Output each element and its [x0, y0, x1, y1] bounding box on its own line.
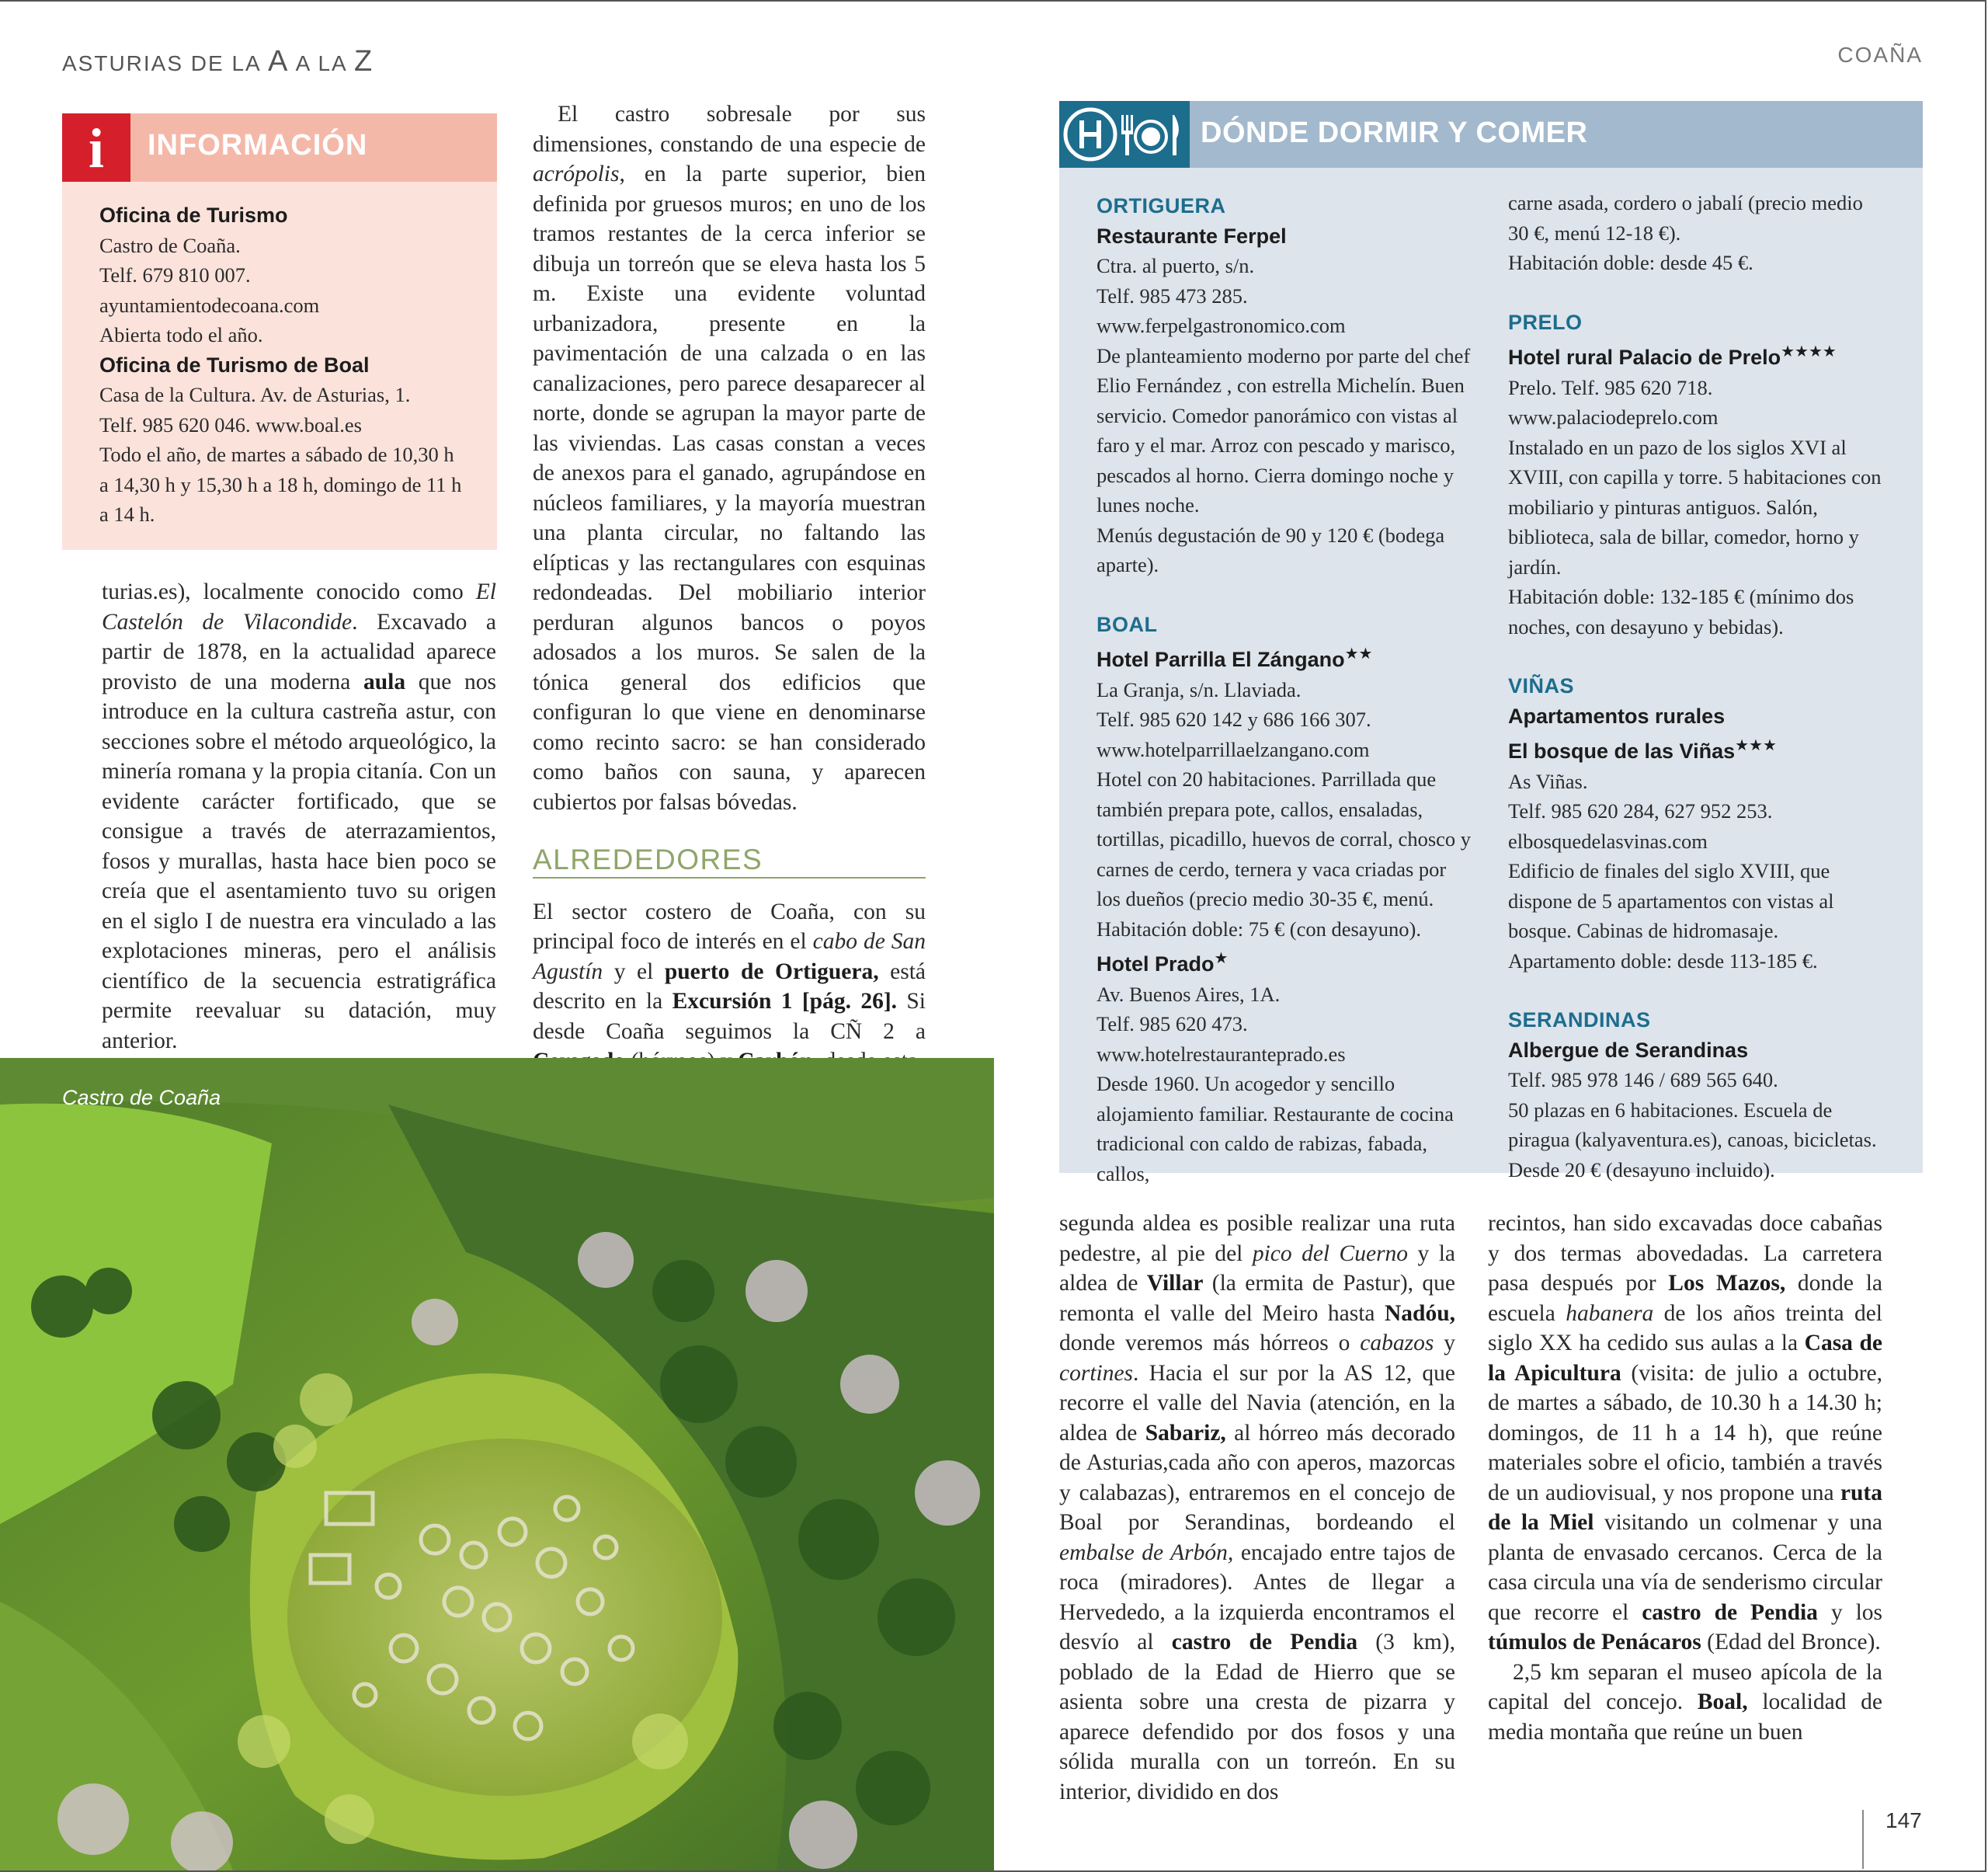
establishment-detail: elbosquedelasvinas.com — [1508, 829, 1708, 853]
body-column-3 — [1059, 1209, 1455, 1807]
establishment-detail: Prelo. Telf. 985 620 718. — [1508, 375, 1713, 399]
info-line: ayuntamientodecoana.com — [99, 293, 320, 317]
place-heading: BOAL — [1097, 612, 1158, 636]
place-heading: ORTIGUERA — [1097, 194, 1226, 217]
establishment-detail: carne asada, cordero o jabalí (precio medio 30 €, menú 12-18 €). — [1508, 191, 1863, 245]
body-column-4 — [1488, 1209, 1882, 1747]
lodging-box-header — [1059, 101, 1923, 168]
lodging-column-left — [1097, 191, 1474, 1188]
page-number: 147 — [1885, 1808, 1922, 1832]
info-line: Castro de Coaña. — [99, 233, 241, 257]
place-heading: PRELO — [1508, 310, 1583, 334]
establishment-detail: www.ferpelgastronomico.com — [1097, 314, 1346, 337]
establishment-detail: Telf. 985 620 473. — [1097, 1012, 1248, 1035]
info-box-title: INFORMACIÓN — [148, 129, 368, 162]
establishment-name: Albergue de Serandinas — [1508, 1038, 1749, 1062]
establishment-detail: www.palaciodeprelo.com — [1508, 405, 1719, 429]
establishment-detail: 50 plazas en 6 habitaciones. Escuela de piragua (kalyaventura.es), canoas, bicicletas. — [1508, 1098, 1877, 1151]
establishment-name: Apartamentos rurales — [1508, 704, 1726, 728]
star-rating-icon: ★★ — [1344, 645, 1373, 663]
establishment-name: Restaurante Ferpel — [1097, 224, 1287, 248]
establishment-detail: www.hotelrestauranteprado.es — [1097, 1042, 1346, 1066]
establishment-detail: Habitación doble: 75 € (con desayuno). — [1097, 917, 1421, 941]
establishment-name: Hotel Prado★ — [1097, 950, 1229, 976]
establishment-detail: Edificio de finales del siglo XVIII, que dispone de 5 apartamentos con vistas al bosque. Cabinas de hidromasaje. — [1508, 859, 1834, 942]
info-line: a 14,30 h y 15,30 h a 18 h, domingo de 11 h — [99, 472, 462, 496]
info-line: a 14 h. — [99, 503, 155, 526]
establishment-name: Hotel Parrilla El Zángano★★ — [1097, 645, 1373, 671]
establishment-detail: Telf. 985 620 142 y 686 166 307. — [1097, 708, 1371, 731]
establishment-detail: Av. Buenos Aires, 1A. — [1097, 982, 1281, 1006]
running-head-right: COAÑA — [1837, 43, 1923, 67]
body-paragraph: El sector costero de Coaña, con su principal foco de interés en el cabo de San Agustín y el puerto de Ortiguera, está descrito en la Excursión 1 [pág. 26]. Si desde Coaña seguimos la CÑ 2 a — [533, 899, 926, 1044]
info-box-header — [62, 113, 497, 182]
info-box-body — [99, 200, 488, 530]
place-heading: VIÑAS — [1508, 674, 1575, 698]
star-rating-icon: ★★★★ — [1781, 343, 1837, 360]
body-paragraph: recintos, han sido excavadas doce cabañas y dos termas abovedadas. La carretera pasa después por Los Mazos, donde la escuela habanera de los años treinta del siglo XX ha cedido sus aulas a la Casa de la Apicultura (visita: de julio a octubre, de martes a sábado, de 10.30 h a 14.30 h; domingos, de 11 h a 14 h), que reúne materiales sobre el oficio, también a través de un audiovisual, y nos propone una ruta de la Miel visitando un colmenar y una planta de envasado cercanos. Cerca de la casa circula una vía de senderismo circular que recorre el castro de Pendia y los túmulos de Penácaros (Edad del Bronce). — [1488, 1211, 1883, 1655]
info-box — [62, 113, 497, 550]
photo-caption: Castro de Coaña — [62, 1086, 221, 1109]
info-icon: i — [62, 113, 130, 182]
body-paragraph: El castro sobresale por sus dimensiones, constando de una especie de acrópolis, en la parte superior, bien definida por gruesos muros; en uno de los tramos restantes de la cerca inferior se dibuja un torreón que se eleva hasta los 5 m. Existe una evidente voluntad urbanizadora, presente en la pavimentación de una calzada o en las canalizaciones, pero parece desaparecer al norte, donde se agrupan la mayor parte de las viviendas. Las casas constan a veces de anexos para el ganado, agrupándose en núcleos familiares, y la mayoría muestran una planta circular, no faltando las elípticas y las rectangulares con esquinas redondeadas. Del mobiliario interior perduran algunos bancos o poyos adosados a los muros. Se salen de la tónica general dos edificios que configuran lo que viene en denominarse como recinto sacro: se han considerado como baños con sauna, y aparecen cubiertos por falsas bóvedas. — [533, 102, 926, 815]
page-number-rule — [1862, 1810, 1864, 1869]
info-line: Casa de la Cultura. Av. de Asturias, 1. — [99, 383, 411, 406]
establishment-name: Hotel rural Palacio de Prelo★★★★ — [1508, 343, 1837, 369]
establishment-name: El bosque de las Viñas★★★ — [1508, 737, 1777, 763]
info-heading: Oficina de Turismo de Boal — [99, 353, 370, 377]
establishment-detail: La Granja, s/n. Llaviada. — [1097, 677, 1302, 701]
establishment-detail: De planteamiento moderno por parte del chef Elio Fernández , con estrella Michelín. Buen servicio. Comedor panorámico con vistas al faro y el mar. Arroz con pescado y marisco, pescados al horno. Cierra domingo noche y lunes noche. — [1097, 343, 1471, 517]
info-line: Abierta todo el año. — [99, 323, 263, 346]
body-column-1 — [102, 577, 496, 1056]
star-rating-icon: ★★★ — [1735, 737, 1777, 754]
running-head-left: ASTURIAS DE LA A A LA Z — [62, 45, 374, 78]
castro-photo — [0, 1058, 994, 1870]
establishment-detail: Habitación doble: desde 45 €. — [1508, 251, 1753, 274]
establishment-detail: Telf. 985 620 284, 627 952 253. — [1508, 799, 1773, 823]
lodging-column-right — [1508, 188, 1885, 1185]
place-heading: SERANDINAS — [1508, 1008, 1651, 1032]
establishment-detail: Apartamento doble: desde 113-185 €. — [1508, 948, 1818, 973]
establishment-detail: Habitación doble: 132-185 € (mínimo dos noches, con desayuno y bebidas). — [1508, 585, 1854, 638]
establishment-detail: Desde 20 € (desayuno incluido). — [1508, 1157, 1775, 1181]
lodging-box — [1059, 101, 1923, 1185]
establishment-detail: Telf. 985 978 146 / 689 565 640. — [1508, 1068, 1778, 1091]
info-line: Telf. 679 810 007. — [99, 263, 251, 287]
body-paragraph: turias.es), localmente conocido como El Castelón de Vilacondide. Excavado a partir de 1878, en la actualidad aparece provisto de una moderna aula que nos introduce en la cultura castreña astur, con secciones sobre el método arqueológico, la minería romana y la propia citanía. Con un evidente carácter fortificado, que se consigue a través de aterrazamientos, fosos y murallas, hasta hace bien poco se creía que el asentamiento tuvo su origen en el siglo I de nuestra era vinculado a las explotaciones mineras, pero el análisis científico de la secuencia estratigráfica permite reevaluar su datación, muy anterior. — [102, 579, 497, 1053]
info-line: Telf. 985 620 046. www.boal.es — [99, 412, 362, 437]
spacer — [1508, 976, 1885, 1005]
body-column-2 — [533, 99, 926, 1077]
hotel-restaurant-icon — [1059, 101, 1190, 168]
establishment-detail: Telf. 985 473 285. — [1097, 284, 1248, 308]
establishment-detail: Hotel con 20 habitaciones. Parrillada que también prepara pote, callos, ensaladas, tortillas, picadillo, huevos de corral, chosco y carnes de cerdo, ternera y vaca criadas por los dueños (precio medio 30-35 €, menú. — [1097, 767, 1472, 910]
establishment-detail: Desde 1960. Un acogedor y sencillo alojamiento familiar. Restaurante de cocina tradicional con caldo de rabizas, fabada, callos, — [1097, 1072, 1454, 1185]
info-line: Todo el año, de martes a sábado de 10,30 h — [99, 443, 454, 466]
establishment-detail: As Viñas. — [1508, 769, 1588, 793]
spacer — [1097, 580, 1474, 610]
body-paragraph: 2,5 km separan el museo apícola de la capital del concejo. Boal, localidad de media montaña que reúne un buen — [1488, 1659, 1882, 1745]
body-paragraph: segunda aldea es posible realizar una ruta pedestre, al pie del pico del Cuerno y la aldea de Villar (la ermita de Pastur), que remonta el valle del Meiro hasta Nadóu, donde veremos más hórreos o cabazos y cortines. Hacia el sur por la AS 12, que recorre el valle del Navia (atención, en la aldea de Sabariz, al hórreo más decorado de Asturias,cada año con aperos, mazorcas y calabazas), entraremos en el concejo de Boal por Serandinas, bordeando el embalse de Arbón, encajado entre tajos de roca (miradores). Antes de llegar a Hervededo, a la izquierda encontramos el desvío al castro de Pendia (3 km), poblado de la Edad de Hierro que se asienta sobre una cresta de pizarra y aparece defendido por dos fosos y una sólida muralla con un torreón. En su interior, dividido en dos — [1059, 1211, 1456, 1804]
establishment-detail: Instalado en un pazo de los siglos XVI al XVIII, con capilla y torre. 5 habitaciones con mobiliario y pinturas antiguos. Salón, biblioteca, sala de billar, comedor, horno y jardín. — [1508, 435, 1882, 579]
establishment-detail: Menús degustación de 90 y 120 € (bodega aparte). — [1097, 523, 1445, 576]
establishment-detail: Ctra. al puerto, s/n. — [1097, 254, 1255, 277]
star-rating-icon: ★ — [1214, 950, 1229, 967]
spacer — [1508, 642, 1885, 671]
lodging-box-title: DÓNDE DORMIR Y COMER — [1201, 117, 1588, 149]
establishment-detail: www.hotelparrillaelzangano.com — [1097, 737, 1370, 761]
section-heading-alrededores: ALREDEDORES — [533, 844, 763, 875]
info-heading: Oficina de Turismo — [99, 204, 288, 227]
spacer — [1508, 278, 1885, 308]
